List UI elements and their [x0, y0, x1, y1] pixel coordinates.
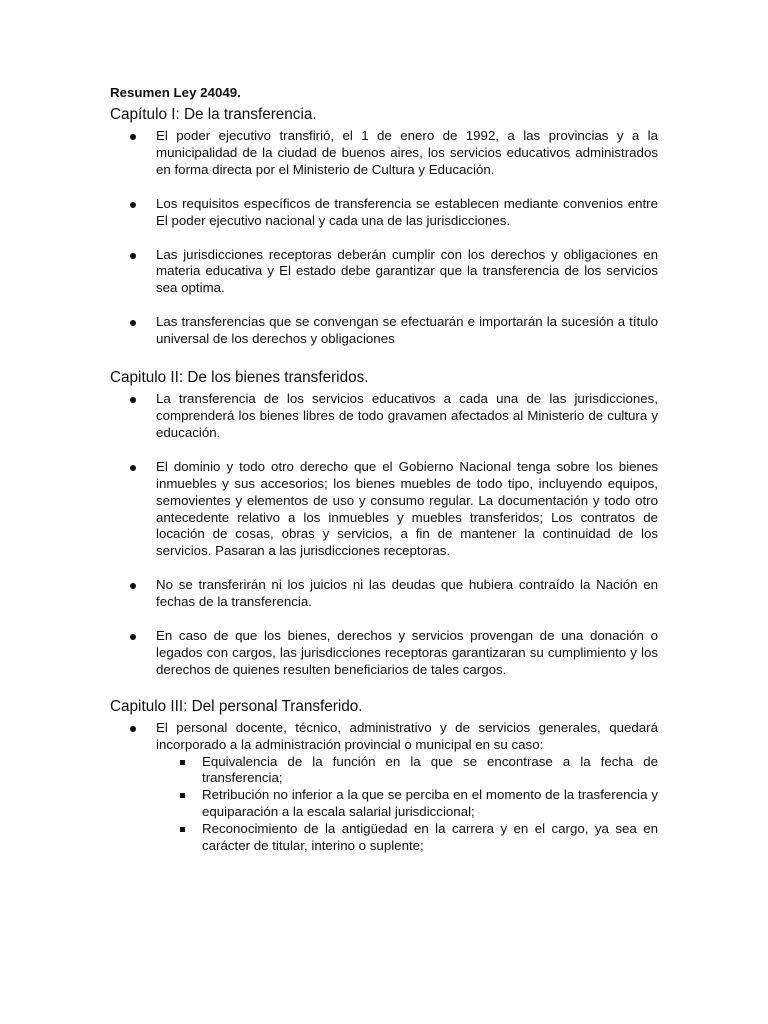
list-item: No se transferirán ni los juicios ni las deudas que hubiera contraído la Nación en fechas de la transferencia. — [110, 577, 658, 611]
chapter-3-sublist — [156, 754, 658, 855]
list-item: Las transferencias que se convengan se efectuarán e importarán la sucesión a título universal de los derechos y obligaciones — [110, 314, 658, 348]
list-item: Los requisitos específicos de transferencia se establecen mediante convenios entre El poder ejecutivo nacional y cada una de las jurisdicciones. — [110, 196, 658, 230]
chapter-1-list — [110, 128, 658, 348]
list-item: La transferencia de los servicios educativos a cada una de las jurisdicciones, comprenderá los bienes libres de todo gravamen afectados al Ministerio de cultura y educación. — [110, 391, 658, 442]
sub-list-item: Equivalencia de la función en la que se encontrase a la fecha de transferencia; — [156, 754, 658, 788]
list-item: El personal docente, técnico, administrativo y de servicios generales, quedará incorporado a la administración provincial o municipal en su caso: Equivalencia de la función en la que se encontrase a la fecha de transferencia; Retribución no inferior a la que se perciba en el momento de la trasferencia y equiparación a la escala salarial jurisdiccional; Reconocimiento de la antigüedad en la carrera y en el cargo, ya sea en carácter de titular, interino o suplente; — [110, 720, 658, 855]
document-title: Resumen Ley 24049. — [110, 85, 241, 100]
bullet-icon — [130, 202, 136, 208]
square-bullet-icon — [180, 827, 185, 832]
chapter-2-list — [110, 391, 658, 679]
sub-list-item: Retribución no inferior a la que se perciba en el momento de la trasferencia y equiparación a la escala salarial jurisdiccional; — [156, 787, 658, 821]
bullet-icon — [130, 320, 136, 326]
list-item: En caso de que los bienes, derechos y servicios provengan de una donación o legados con cargos, las jurisdicciones receptoras garantizaran su cumplimiento y los derechos de quienes resulten beneficiarios de tales cargos. — [110, 628, 658, 679]
bullet-icon — [130, 634, 136, 640]
list-item: El poder ejecutivo transfirió, el 1 de enero de 1992, a las provincias y a la municipalidad de la ciudad de buenos aires, los servicios educativos administrados en forma directa por el Ministerio de Cultura y Educación. — [110, 128, 658, 179]
bullet-icon — [130, 465, 136, 471]
chapter-1-heading: Capítulo I: De la transferencia. — [110, 106, 317, 123]
chapter-3-heading: Capitulo III: Del personal Transferido. — [110, 697, 363, 715]
chapter-3-list — [110, 720, 658, 855]
list-item: Las jurisdicciones receptoras deberán cumplir con los derechos y obligaciones en materia educativa y El estado debe garantizar que la transferencia de los servicios sea optima. — [110, 247, 658, 298]
square-bullet-icon — [180, 793, 185, 798]
sub-list-item: Reconocimiento de la antigüedad en la carrera y en el cargo, ya sea en carácter de titular, interino o suplente; — [156, 821, 658, 855]
bullet-icon — [130, 397, 136, 403]
bullet-icon — [130, 726, 136, 732]
bullet-icon — [130, 134, 136, 140]
list-item: El dominio y todo otro derecho que el Gobierno Nacional tenga sobre los bienes inmuebles y sus accesorios; los bienes muebles de todo tipo, incluyendo equipos, semovientes y elementos de uso y consumo regular. La documentación y todo otro antecedente relativo a los inmuebles y muebles transferidos; Los contratos de locación de cosas, obras y servicios, a fin de mantener la continuidad de los servicios. Pasaran a las jurisdicciones receptoras. — [110, 459, 658, 560]
chapter-2-heading: Capitulo II: De los bienes transferidos. — [110, 369, 369, 387]
square-bullet-icon — [180, 760, 185, 765]
document-page — [110, 84, 658, 855]
bullet-icon — [130, 253, 136, 259]
bullet-icon — [130, 583, 136, 589]
